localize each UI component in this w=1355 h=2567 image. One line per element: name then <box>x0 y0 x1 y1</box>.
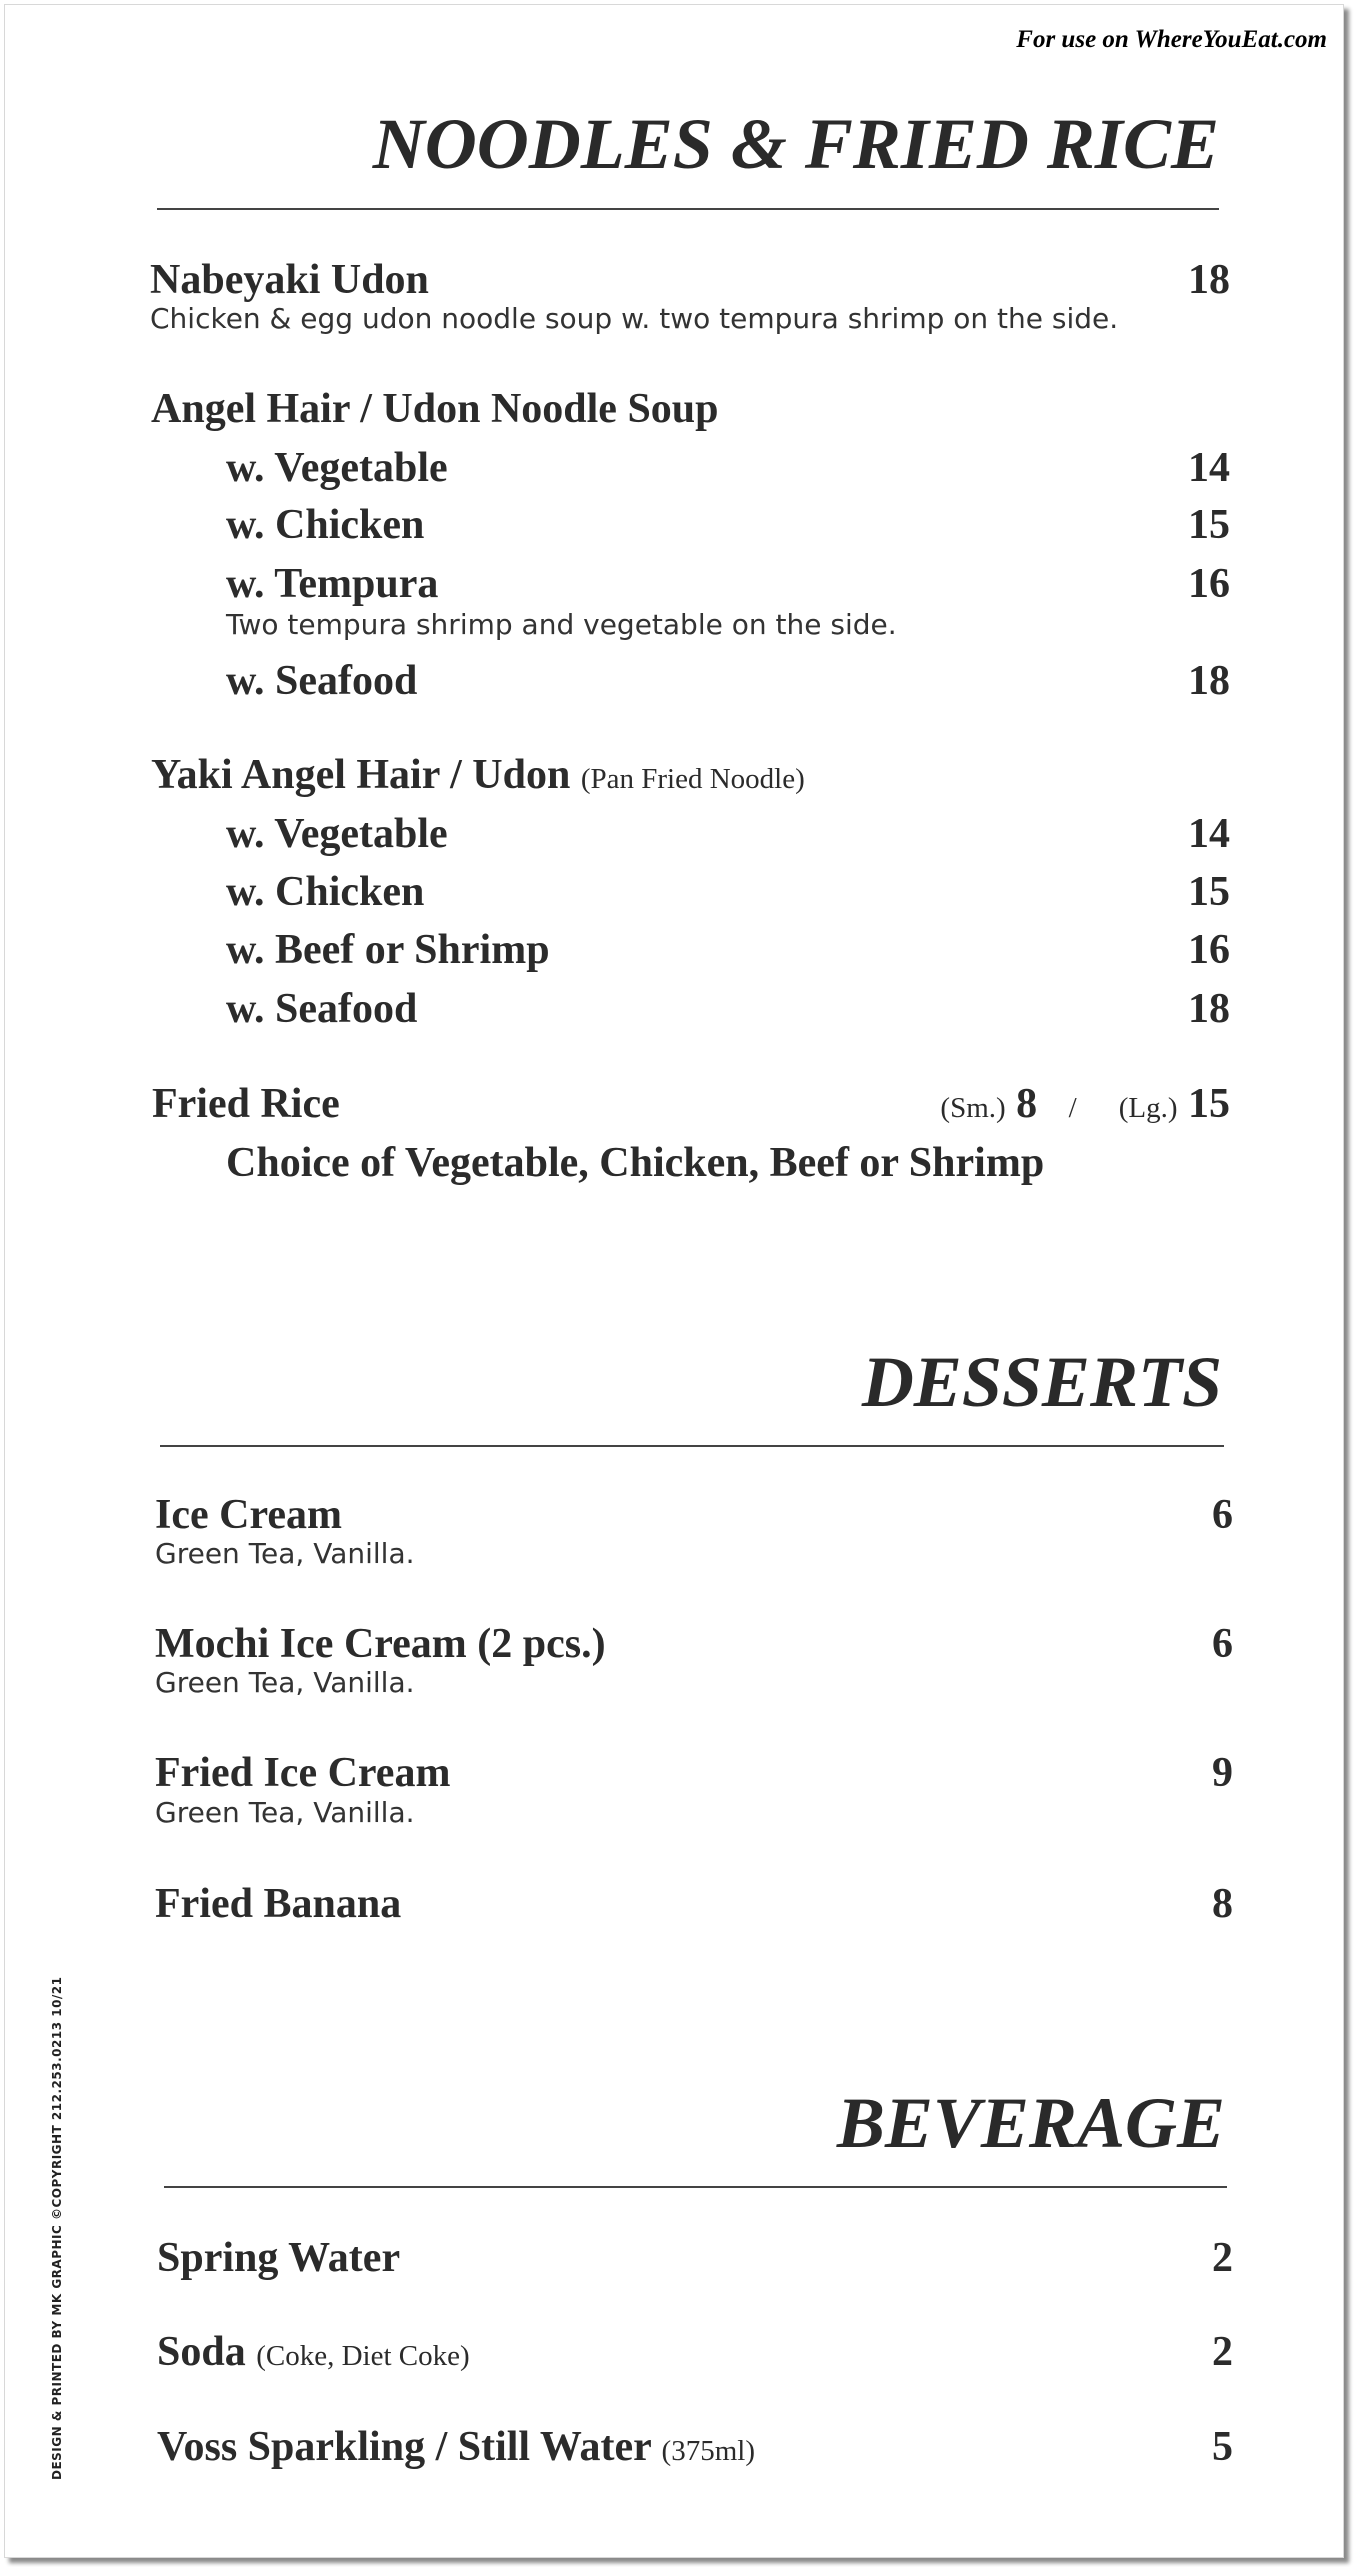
item-note: (375ml) <box>661 2435 755 2467</box>
item-name: Fried Banana <box>155 1881 402 1927</box>
size-price: 15 <box>1188 1081 1230 1127</box>
option-name: w. Seafood <box>226 658 418 704</box>
item-desc: Green Tea, Vanilla. <box>155 1796 415 1829</box>
site-note: For use on WhereYouEat.com <box>1016 26 1327 53</box>
option-price: 14 <box>1188 811 1230 857</box>
item-desc: Green Tea, Vanilla. <box>155 1666 415 1699</box>
divider <box>157 208 1219 210</box>
option-price: 15 <box>1188 869 1230 915</box>
item-price: 2 <box>1212 2329 1233 2375</box>
item-name: Angel Hair / Udon Noodle Soup <box>151 386 719 432</box>
divider <box>160 1445 1224 1447</box>
item-note: (Pan Fried Noodle) <box>580 763 805 795</box>
item-name: Mochi Ice Cream (2 pcs.) <box>155 1621 606 1667</box>
option-name: w. Vegetable <box>226 445 448 491</box>
divider <box>164 2186 1227 2188</box>
item-price: 2 <box>1212 2235 1233 2281</box>
section-title-desserts: DESSERTS <box>861 1342 1222 1422</box>
item-name <box>157 2326 470 2378</box>
option-price: 16 <box>1188 927 1230 973</box>
item-name: Ice Cream <box>155 1492 342 1538</box>
item-price: 18 <box>1188 257 1230 303</box>
option-price: 18 <box>1188 658 1230 704</box>
item-desc: Green Tea, Vanilla. <box>155 1537 415 1570</box>
item-name: Fried Ice Cream <box>155 1750 451 1796</box>
item-name: Nabeyaki Udon <box>150 257 429 303</box>
option-price: 16 <box>1188 561 1230 607</box>
option-price: 18 <box>1188 986 1230 1032</box>
option-name: w. Chicken <box>226 502 425 548</box>
item-desc: Chicken & egg udon noodle soup w. two tempura shrimp on the side. <box>150 302 1119 335</box>
section-title-beverage: BEVERAGE <box>836 2083 1225 2163</box>
item-name-text: Soda <box>157 2329 246 2375</box>
item-name: Fried Rice <box>152 1081 340 1127</box>
item-price: 5 <box>1212 2424 1233 2470</box>
item-name-text: Yaki Angel Hair / Udon <box>151 752 571 798</box>
option-price: 15 <box>1188 502 1230 548</box>
item-name-text: Voss Sparkling / Still Water <box>157 2424 652 2470</box>
fried-rice-prices <box>940 1078 1230 1130</box>
option-price: 14 <box>1188 445 1230 491</box>
item-price: 6 <box>1212 1621 1233 1667</box>
item-name <box>151 749 805 801</box>
item-note: (Coke, Diet Coke) <box>256 2340 470 2372</box>
option-name: w. Tempura <box>226 561 439 607</box>
size-price: 8 <box>1016 1081 1038 1127</box>
option-name: w. Seafood <box>226 986 418 1032</box>
item-name <box>157 2421 755 2473</box>
printer-credit: DESIGN & PRINTED BY MK GRAPHIC ©COPYRIGHT 212.253.0213 10/21 <box>50 1976 64 2480</box>
option-desc: Two tempura shrimp and vegetable on the side. <box>226 608 897 641</box>
option-name: w. Beef or Shrimp <box>226 927 550 973</box>
item-name: Spring Water <box>157 2235 401 2281</box>
size-label: (Sm.) <box>940 1092 1006 1124</box>
item-price: 6 <box>1212 1492 1233 1538</box>
size-label: (Lg.) <box>1118 1092 1178 1124</box>
separator: / <box>1068 1092 1077 1124</box>
item-price: 9 <box>1212 1750 1233 1796</box>
option-name: w. Vegetable <box>226 811 448 857</box>
section-title-noodles: NOODLES & FRIED RICE <box>372 104 1219 184</box>
item-choice: Choice of Vegetable, Chicken, Beef or Shrimp <box>226 1140 1045 1186</box>
option-name: w. Chicken <box>226 869 425 915</box>
item-price: 8 <box>1212 1881 1233 1927</box>
